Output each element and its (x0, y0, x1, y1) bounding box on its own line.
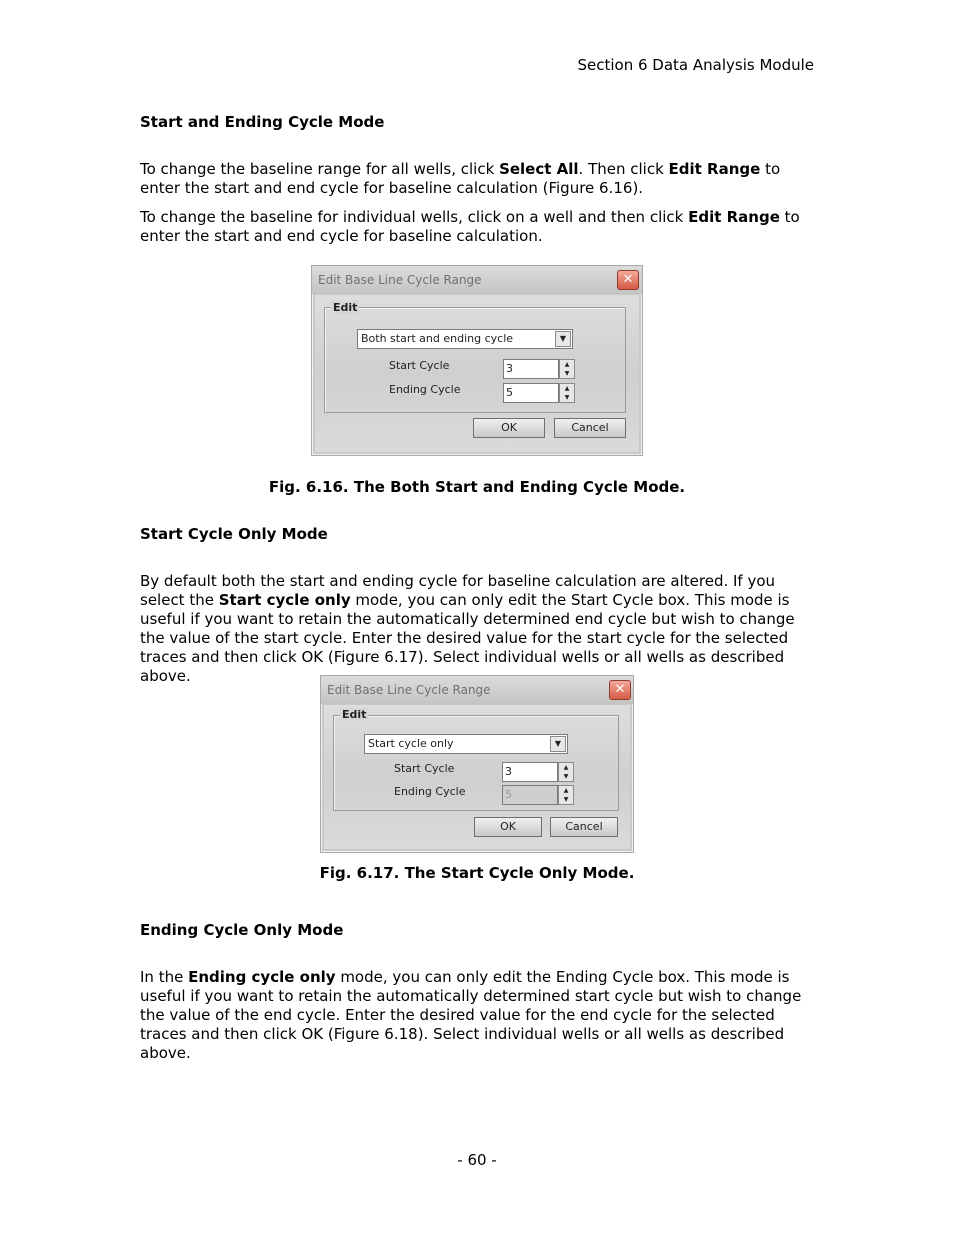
paragraph-ending-only (140, 968, 820, 1063)
section-heading-ending-only: Ending Cycle Only Mode (140, 921, 344, 939)
ending-cycle-spin-buttons[interactable] (559, 383, 575, 403)
close-icon[interactable]: ✕ (617, 270, 639, 290)
dialog-title-bar (312, 266, 642, 294)
start-cycle-spin-buttons[interactable] (558, 762, 574, 782)
ending-cycle-input[interactable] (503, 383, 559, 403)
ending-cycle-value: 5 (506, 386, 513, 399)
text-run: To change the baseline range for all wells, click (140, 160, 500, 178)
paragraph-individual-wells (140, 208, 820, 246)
page-number: - 60 - (457, 1151, 497, 1169)
dialog-title-bar (321, 676, 633, 704)
figure-caption-6-16: Fig. 6.16. The Both Start and Ending Cycle Mode. (268, 478, 686, 496)
paragraph-select-all (140, 160, 820, 198)
ending-cycle-stepper[interactable] (503, 383, 573, 401)
spin-up-icon[interactable]: ▲ (564, 385, 570, 392)
dialog-title: Edit Base Line Cycle Range (327, 683, 491, 697)
start-cycle-input[interactable] (502, 762, 558, 782)
mode-dropdown-value: Start cycle only (368, 737, 454, 750)
edit-group (333, 715, 619, 811)
paragraph-start-only (140, 572, 820, 686)
text-run: mode, you can only edit the Ending Cycle box. This mode is useful if you want to retain the automatically determined start cycle but wish to change the value of the end cycle. Enter the desired value for the end cycle for the selected traces and then click OK (Figure 6.18). Select individual wells or all wells as described above. (140, 968, 802, 1062)
text-run: To change the baseline for individual wells, click on a well and then click (140, 208, 689, 226)
text-run: By default both the start and ending cycle for baseline calculation are altered. If you select the (140, 572, 776, 609)
start-cycle-label: Start Cycle (389, 359, 450, 372)
start-cycle-value: 3 (506, 362, 513, 375)
start-cycle-label: Start Cycle (394, 762, 455, 775)
edit-group-label: Edit (333, 301, 358, 314)
ending-cycle-spin-buttons (558, 785, 574, 805)
ending-cycle-input (502, 785, 558, 805)
start-cycle-stepper[interactable] (503, 359, 573, 377)
text-run: mode, you can only edit the Start Cycle box. This mode is useful if you want to retain the automatically determined end cycle but wish to change the value of the start cycle. Enter the desired value for the start cycle for the selected traces and then click OK (Figure 6.17). Select individual wells or all wells as described above. (140, 591, 795, 685)
bold-start-cycle-only: Start cycle only (218, 591, 351, 609)
mode-dropdown[interactable] (357, 329, 573, 349)
section-heading-start-only: Start Cycle Only Mode (140, 525, 328, 543)
mode-dropdown-value: Both start and ending cycle (361, 332, 514, 345)
ok-button[interactable]: OK (473, 418, 545, 438)
spin-up-icon[interactable]: ▲ (563, 764, 569, 771)
close-icon[interactable]: ✕ (609, 680, 631, 700)
edit-group-label: Edit (342, 708, 367, 721)
spin-down-icon[interactable]: ▼ (564, 394, 570, 401)
ending-cycle-value: 5 (505, 788, 512, 801)
bold-edit-range: Edit Range (668, 160, 761, 178)
text-run: In the (140, 968, 189, 986)
mode-dropdown[interactable] (364, 734, 568, 754)
bold-edit-range: Edit Range (688, 208, 780, 226)
figure-caption-6-17: Fig. 6.17. The Start Cycle Only Mode. (319, 864, 635, 882)
start-cycle-spin-buttons[interactable] (559, 359, 575, 379)
section-heading-start-ending: Start and Ending Cycle Mode (140, 113, 385, 131)
spin-down-icon: ▼ (563, 796, 569, 803)
dialog-body (315, 295, 639, 452)
ok-button[interactable]: OK (474, 817, 542, 837)
spin-up-icon: ▲ (563, 787, 569, 794)
ending-cycle-label: Ending Cycle (389, 383, 461, 396)
text-run: to enter the start and end cycle for baseline calculation (Figure 6.16). (140, 160, 781, 197)
chevron-down-icon[interactable]: ▼ (550, 736, 566, 752)
dialog-start-only-mode (320, 675, 634, 853)
start-cycle-value: 3 (505, 765, 512, 778)
text-run: . Then click (578, 160, 669, 178)
start-cycle-stepper[interactable] (502, 762, 572, 780)
spin-up-icon[interactable]: ▲ (564, 361, 570, 368)
cancel-button[interactable]: Cancel (554, 418, 626, 438)
dialog-body (324, 705, 630, 849)
cancel-button[interactable]: Cancel (550, 817, 618, 837)
running-header: Section 6 Data Analysis Module (577, 56, 814, 74)
ending-cycle-label: Ending Cycle (394, 785, 466, 798)
chevron-down-icon[interactable]: ▼ (555, 331, 571, 347)
dialog-title: Edit Base Line Cycle Range (318, 273, 482, 287)
bold-select-all: Select All (499, 160, 579, 178)
ending-cycle-stepper-disabled (502, 785, 572, 803)
bold-ending-cycle-only: Ending cycle only (188, 968, 336, 986)
spin-down-icon[interactable]: ▼ (563, 773, 569, 780)
spin-down-icon[interactable]: ▼ (564, 370, 570, 377)
dialog-both-cycle-mode (311, 265, 643, 456)
edit-group (324, 307, 626, 413)
start-cycle-input[interactable] (503, 359, 559, 379)
text-run: to enter the start and end cycle for baseline calculation. (140, 208, 800, 245)
